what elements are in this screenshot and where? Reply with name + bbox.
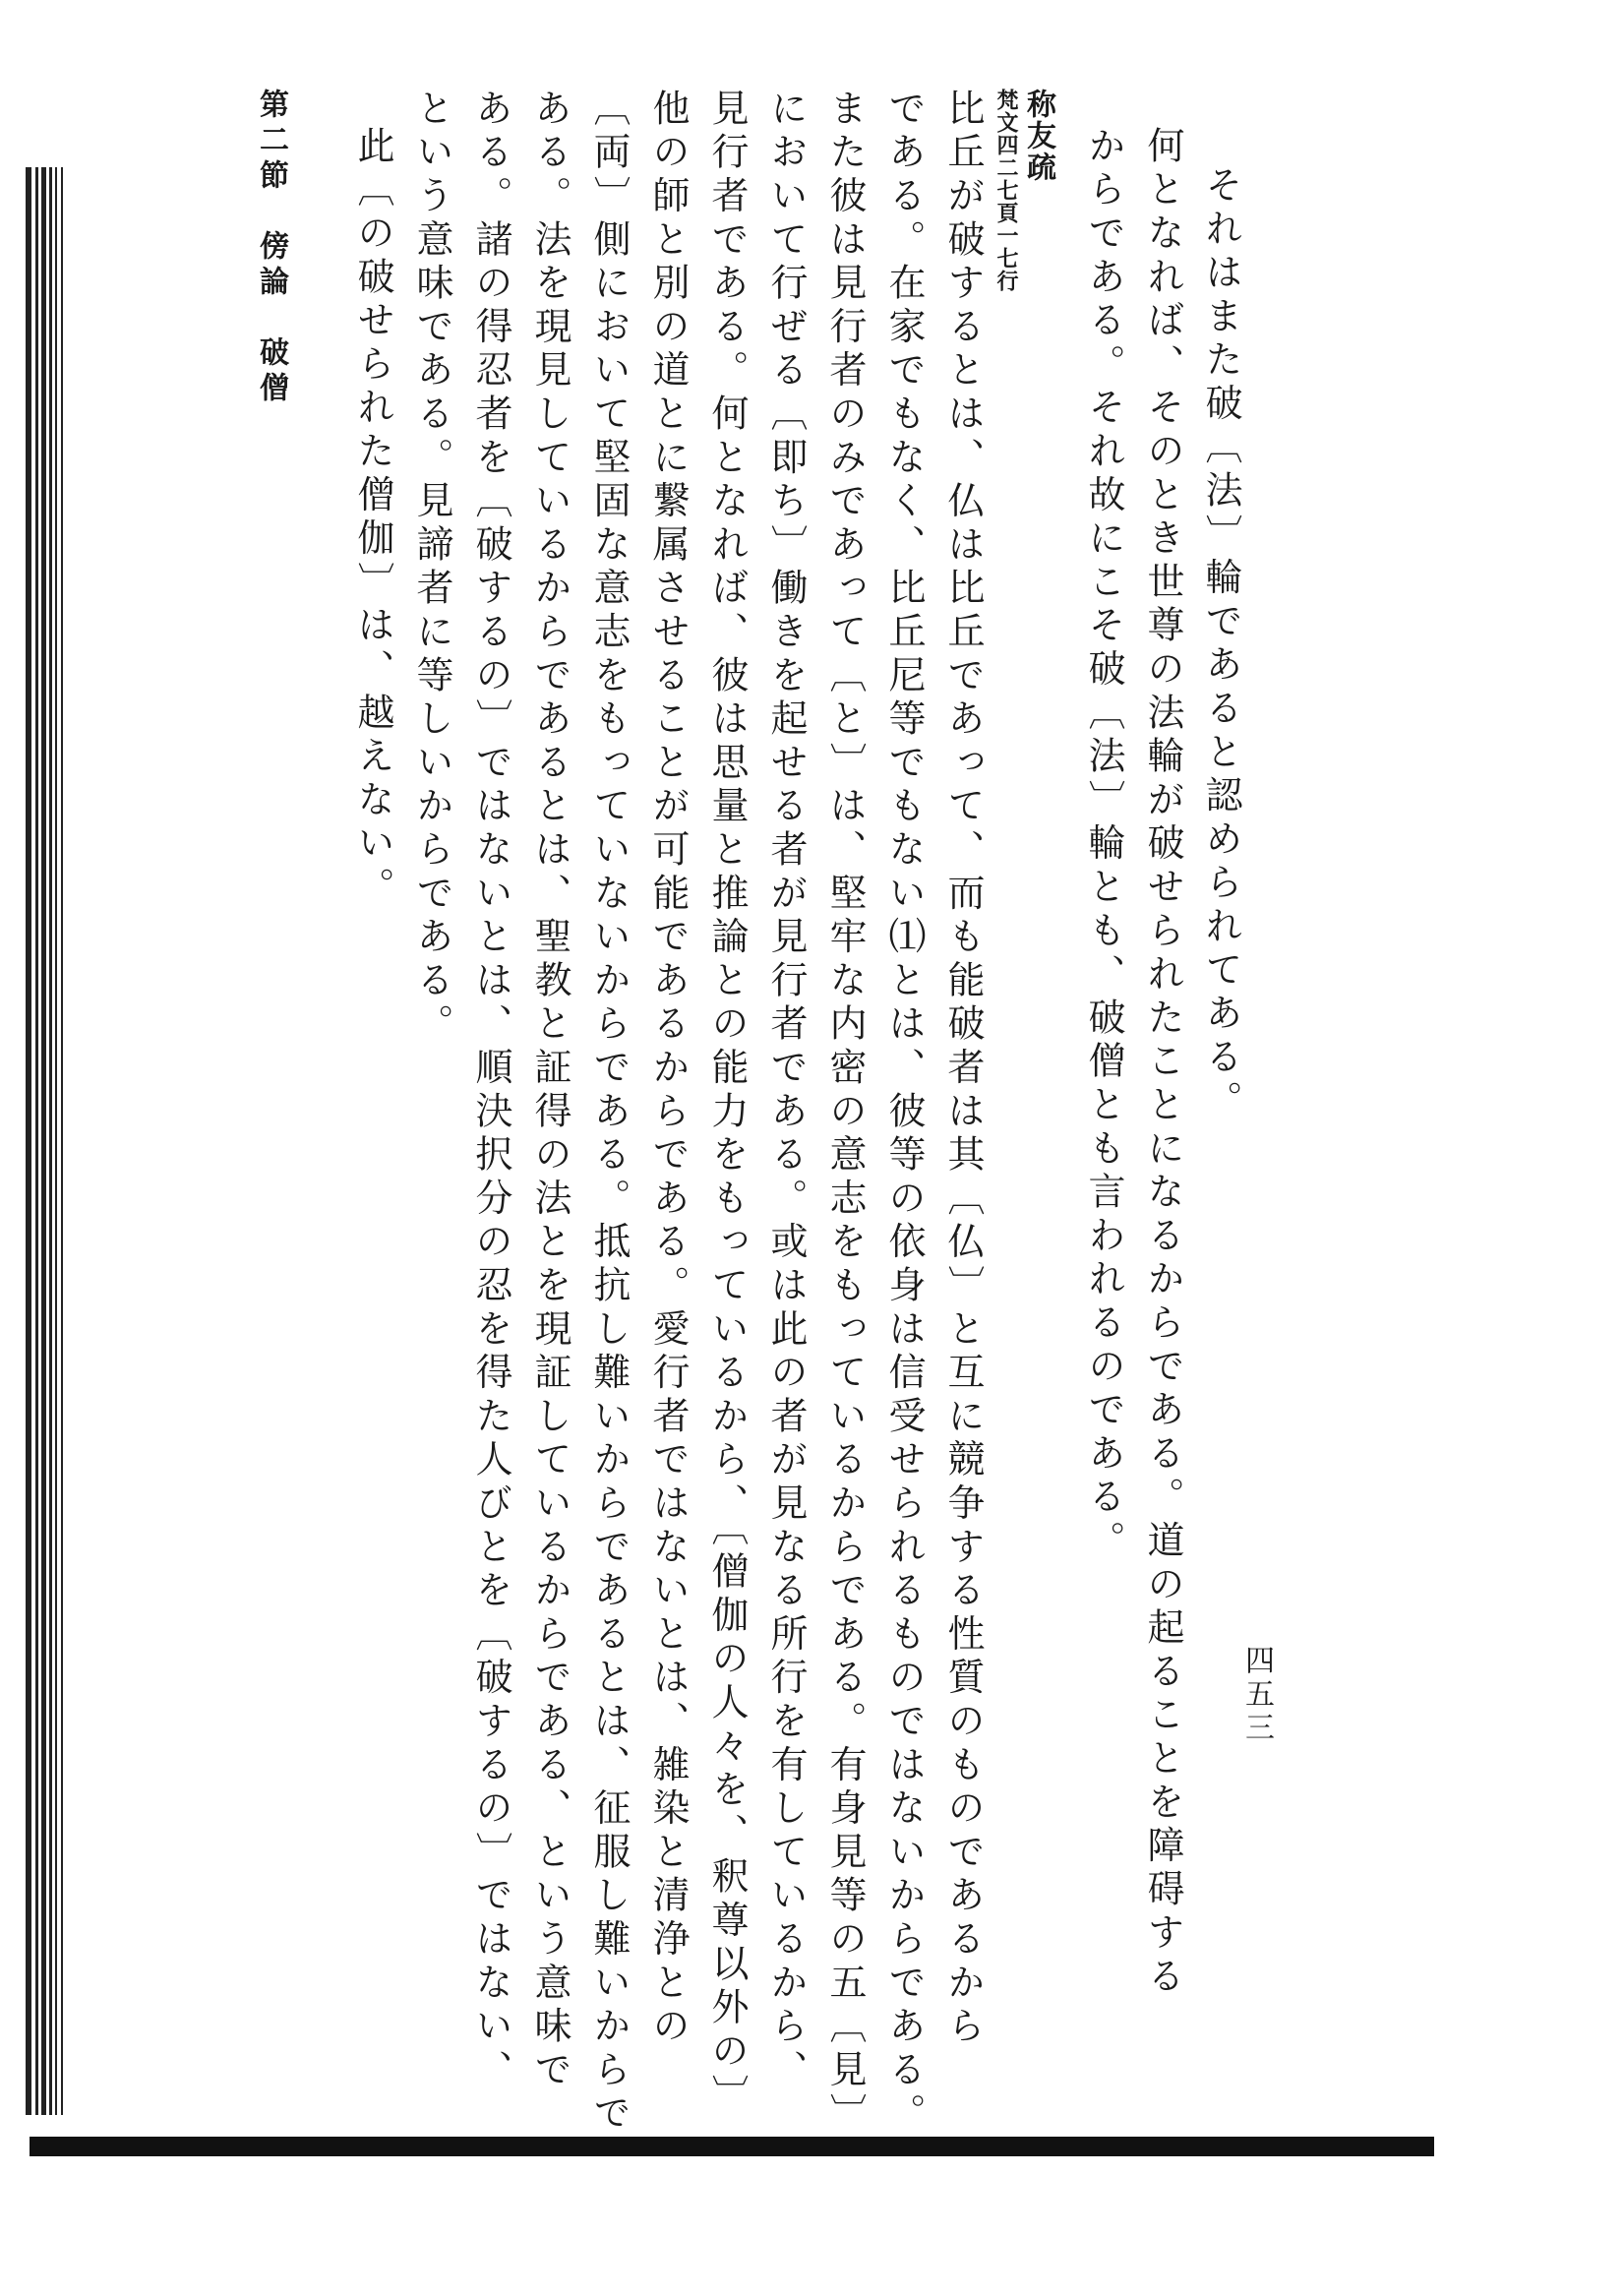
running-header: 第二節 傍論 破僧 (254, 89, 288, 407)
text-line: 〔両〕側において堅固な意志をもっていないからである。抵抗し難いからであるとは、征服し難いからで (587, 89, 631, 2138)
section-label: 称友疏 (1021, 89, 1055, 183)
text-line: ある。法を現見しているからであるとは、聖教と証得の法とを現証しているからである、という意味で (528, 89, 571, 2093)
text-line: 他の師と別の道とに繋属させることが可能であるからである。愛行者ではないとは、雑染と清浄との (646, 89, 690, 2050)
page-number: 四五三 (1239, 1645, 1274, 1745)
text-line: 比丘が破するとは、仏は比丘であって、而も能破者は其〔仏〕と互に競争する性質のものであるから (941, 89, 985, 2050)
bottom-rule (30, 2137, 1434, 2156)
text-line: 何となれば、そのとき世尊の法輪が破せられたことになるからである。道の起ることを障碍する (1141, 126, 1184, 2000)
text-line: それはまた破〔法〕輪であると認められてある。 (1199, 165, 1242, 1124)
text-line: という意味である。見諦者に等しいからである。 (410, 89, 453, 1048)
source-reference: 梵文四二七頁一七行 (993, 89, 1019, 292)
binding-edge (0, 167, 77, 2115)
text-line: ある。諸の得忍者を〔破するの〕ではないとは、順決択分の忍を得た人びとを〔破するの〕ではない、 (469, 89, 512, 2093)
text-line: また彼は見行者のみであって〔と〕は、堅牢な内密の意志をもっているからである。有身見等の五〔見〕 (823, 89, 867, 2138)
text-line: 見行者である。何となれば、彼は思量と推論との能力をもっているから、〔僧伽の人々を、釈尊以外の〕 (705, 89, 749, 2119)
text-line: である。在家でもなく、比丘尼等でもない⑴とは、彼等の依身は信受せられるものではないからである。 (882, 89, 926, 2138)
text-line: 此〔の破せられた僧伽〕は、越えない。 (351, 126, 394, 911)
text-line: において行ぜる〔即ち〕働きを起せる者が見行者である。或は此の者が見なる所行を有しているから、 (764, 89, 808, 2093)
text-line: からである。それ故にこそ破〔法〕輪とも、破僧とも言われるのである。 (1082, 126, 1125, 1564)
